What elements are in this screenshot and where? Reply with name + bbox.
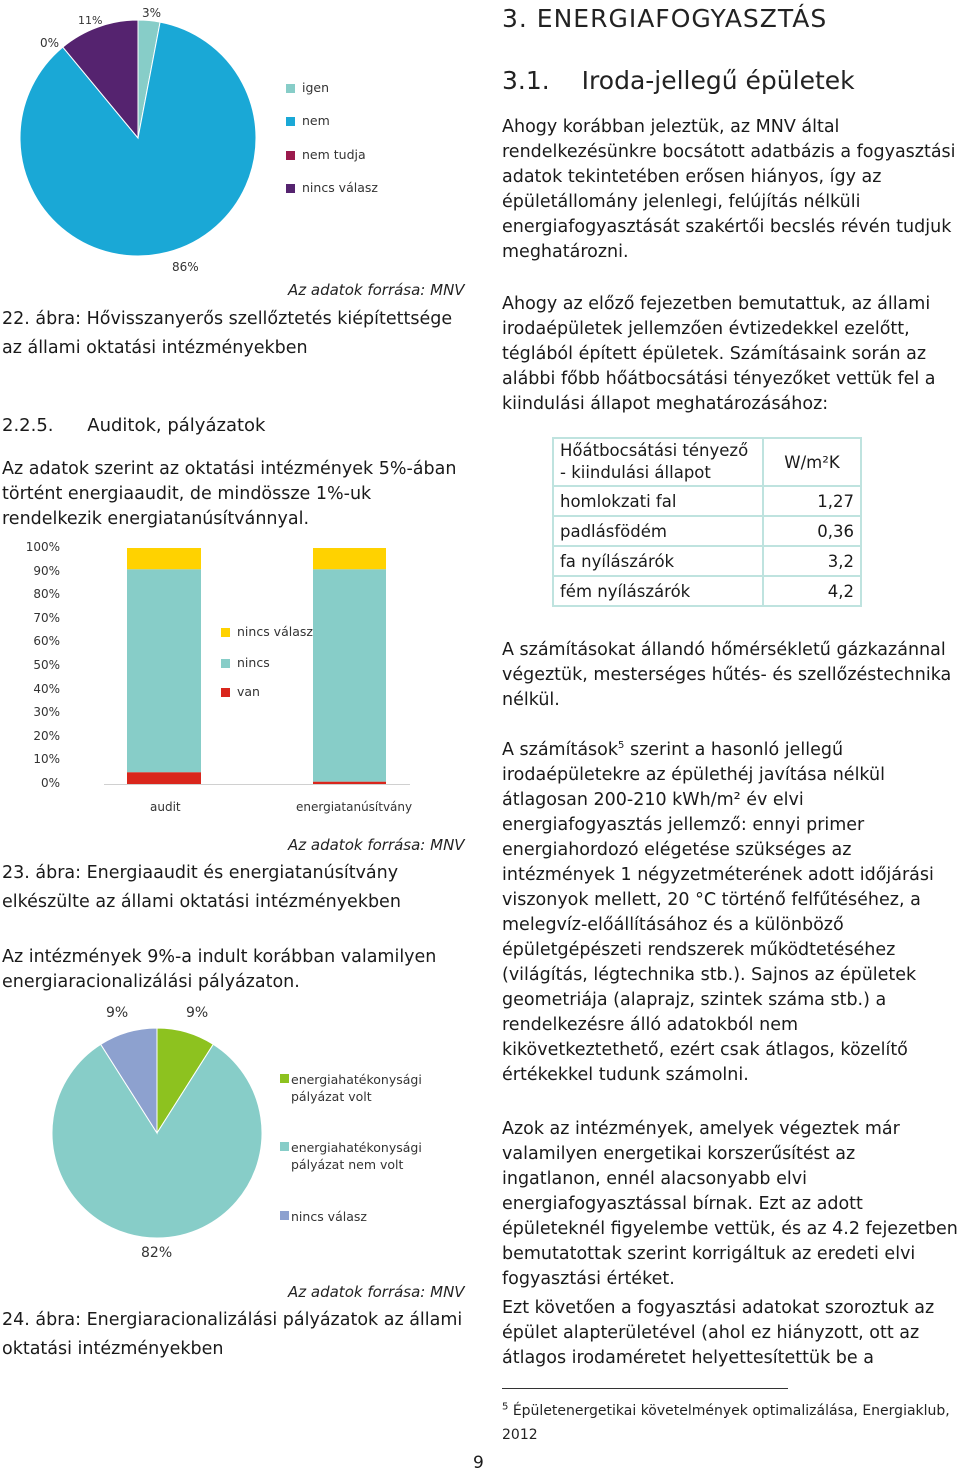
y-tick-label: 80%: [33, 587, 60, 602]
legend-volt-line1: energiahatékonysági: [291, 1072, 422, 1087]
right-paragraph-6: Ezt követően a fogyasztási adatokat szoroztuk az épület alapterületével (ahol ez hiányzott, ott az átlagos irodaméretet helyettesítettük be a: [502, 1298, 935, 1368]
table-row: [553, 546, 861, 576]
legend-nem-tudja: nem tudja: [302, 147, 366, 162]
y-tick-label: 70%: [33, 610, 60, 625]
pie2-caption: 24. ábra: Energiaracionalizálási pályázatok az állami oktatási intézményekben: [2, 1310, 463, 1359]
pie1-label-0: 0%: [40, 36, 60, 50]
right-paragraph-1: Ahogy korábban jeleztük, az MNV által rendelkezésünkre bocsátott adatbázis a fogyasztási adatok tekintetében erősen hiányos, így az épületállomány jelenlegi, felújítás nélküli energiafogyasztását szakértői becslés révén tudjuk meghatározni.: [502, 117, 956, 262]
pie1-caption: 22. ábra: Hővisszanyerős szellőztetés kiépítettsége az állami oktatási intézményekben: [2, 309, 453, 358]
pie2-source: Az adatok forrása: MNV: [288, 1283, 465, 1301]
table-row: [553, 486, 861, 516]
legend-van-bar: van: [237, 684, 260, 699]
legend-nincs-valasz-pie2: nincs válasz: [291, 1209, 367, 1224]
section-225-text: Az adatok szerint az oktatási intézmények 5%-ában történt energiaaudit, de mindössze 1%-uk rendelkezik energiatanúsítvánnyal.: [2, 459, 457, 529]
pie1-source: Az adatok forrása: MNV: [288, 281, 465, 299]
bar-xlabel-audit: audit: [150, 800, 181, 814]
bar-segment-audit-van: [127, 772, 201, 784]
table-cell-value: 1,27: [763, 486, 861, 516]
bar-xlabel-energiatanusitvany: energiatanúsítvány: [296, 800, 413, 814]
table-header-col1: Hőátbocsátási tényező - kiindulási állapot: [553, 438, 763, 486]
y-tick-label: 30%: [33, 705, 60, 720]
table-cell-name: fa nyílászárók: [553, 546, 763, 576]
table-cell-name: padlásfödém: [553, 516, 763, 546]
section-title: Auditok, pályázatok: [87, 415, 266, 436]
table-row: [553, 516, 861, 546]
y-tick-label: 60%: [33, 634, 60, 649]
page-number: 9: [473, 1453, 484, 1473]
pie1-label-86: 86%: [172, 260, 199, 274]
y-tick-label: 0%: [40, 776, 60, 790]
table-header-col2: W/m²K: [763, 438, 861, 486]
pie2-label-nincs-valasz: 9%: [106, 1005, 129, 1021]
table-row: [553, 576, 861, 606]
legend-nincs-valasz: nincs válasz: [302, 180, 378, 195]
y-tick-label: 90%: [33, 563, 60, 578]
bar-segment-audit-nincs: [127, 569, 201, 772]
footnote-ref: 5: [618, 740, 625, 752]
legend-nem: nem: [302, 113, 330, 128]
section-31-heading: [502, 66, 855, 95]
table-cell-name: fém nyílászárók: [553, 576, 763, 606]
right-paragraph-4: [502, 738, 958, 1088]
legend-nem-volt-line1: energiahatékonysági: [291, 1140, 422, 1155]
right-paragraph-5: Azok az intézmények, amelyek végeztek már valamilyen energetikai korszerűsítést az ingatlanon, ennél alacsonyabb elvi energiafogyasztással bírnak. Ezt az adott épületeknél figyelembe vettük, és az 4.2 fejezetben bemutatottak szerint korrigáltuk az eredeti elvi fogyasztási értéket.: [502, 1119, 958, 1289]
y-tick-label: 50%: [33, 658, 60, 672]
bar-segment-audit-nincs-válasz: [127, 548, 201, 569]
bar-segment-energiatanúsítvány-van: [313, 782, 386, 784]
y-tick-label: 100%: [25, 540, 60, 554]
pie1-label-3: 3%: [142, 6, 162, 20]
y-tick-label: 10%: [33, 752, 60, 767]
footnote: [502, 1399, 958, 1447]
section-31-title: Iroda-jellegű épületek: [581, 66, 855, 95]
u-value-table: [552, 437, 862, 607]
bar-segment-energiatanúsítvány-nincs-válasz: [313, 548, 386, 569]
pie-chart-applications: [0, 980, 300, 1270]
y-tick-label: 40%: [33, 681, 60, 696]
legend-volt-line2: pályázat volt: [291, 1089, 372, 1104]
legend-igen: igen: [302, 80, 330, 95]
bar-source: Az adatok forrása: MNV: [288, 836, 465, 854]
footnote-divider: [502, 1388, 788, 1389]
legend-nincs-valasz-bar: nincs válasz: [237, 624, 313, 639]
section-31-number: 3.1.: [502, 66, 550, 95]
table-cell-name: homlokzati fal: [553, 486, 763, 516]
palyazat-paragraph: Az intézmények 9%-a indult korábban valamilyen energiaracionalizálási pályázaton.: [2, 947, 437, 992]
p4-start: A számítások: [502, 740, 619, 760]
table-header-row: [553, 438, 861, 486]
right-paragraph-3: A számításokat állandó hőmérsékletű gázkazánnal végeztük, mesterséges hűtés- és szellőzéstechnika nélkül.: [502, 640, 952, 710]
legend-nem-volt-line2: pályázat nem volt: [291, 1157, 404, 1172]
section-number: 2.2.5.: [2, 415, 54, 436]
chapter-title: 3. ENERGIAFOGYASZTÁS: [502, 4, 828, 33]
pie2-label-nem-volt: 82%: [141, 1245, 173, 1261]
section-heading-225: [2, 415, 265, 436]
p4-rest: szerint a hasonló jellegű irodaépületekre az épülethéj javítása nélkül átlagosan 200-210 kWh/m² év elvi energiafogyasztás jellemző: ennyi primer energiahordozó elégetése szükséges az intézmények 1 négyzetméterének adott időjárási viszonyok mellett, 20 °C történő felfűtéséhez, a melegvíz-előállításához és a különböző épületgépészeti rendszerek működtetéséhez (világítás, légtechnika stb.). Sajnos az épületek geometriája (alaprajz, szintek száma stb.) a rendelkezésre álló adatokból nem kikövetkeztethető, ezért csak átlagos, közelítő értékekkel tudunk számolni.: [502, 740, 934, 1085]
legend-nincs-bar: nincs: [237, 655, 270, 670]
bar-caption: 23. ábra: Energiaaudit és energiatanúsítvány elkészülte az állami oktatási intézményekben: [2, 863, 401, 912]
table-cell-value: 3,2: [763, 546, 861, 576]
footnote-text: Épületenergetikai követelmények optimalizálása, Energiaklub, 2012: [502, 1403, 950, 1443]
table-cell-value: 0,36: [763, 516, 861, 546]
bar-segment-energiatanúsítvány-nincs: [313, 569, 386, 781]
footnote-number: 5: [502, 1401, 509, 1413]
y-tick-label: 20%: [33, 728, 60, 743]
right-paragraph-2: Ahogy az előző fejezetben bemutattuk, az állami irodaépületek jellemzően évtizedekkel ezelőtt, téglából épített épületek. Számításaink során az alábbi főbb hőátbocsátási tényezőket vettük fel a kiindulási állapot meghatározásához:: [502, 294, 936, 414]
pie2-label-volt: 9%: [186, 1005, 209, 1021]
table-cell-value: 4,2: [763, 576, 861, 606]
pie1-label-11: 11%: [78, 14, 103, 27]
